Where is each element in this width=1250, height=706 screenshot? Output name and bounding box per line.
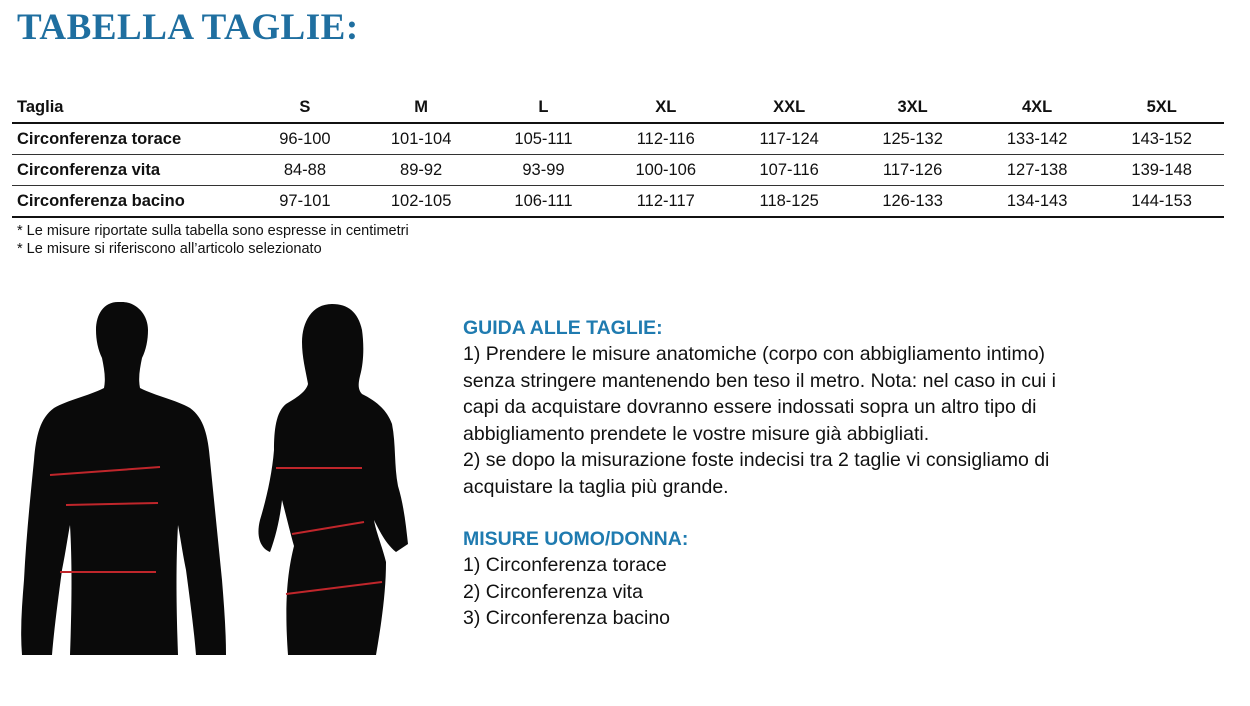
- measures-heading: MISURE UOMO/DONNA:: [463, 528, 689, 550]
- table-cell: 139-148: [1099, 155, 1224, 186]
- table-cell: 101-104: [359, 123, 484, 155]
- header-cell-3xl: 3XL: [850, 92, 975, 123]
- page-title: TABELLA TAGLIE:: [17, 7, 359, 48]
- guide-heading: GUIDA ALLE TAGLIE:: [463, 317, 663, 339]
- table-notes: [17, 222, 409, 258]
- table-cell: 112-116: [603, 123, 728, 155]
- size-table: [12, 92, 1224, 218]
- table-cell: 102-105: [359, 186, 484, 218]
- table-cell: 144-153: [1099, 186, 1224, 218]
- header-cell-m: M: [359, 92, 484, 123]
- measure-item-torace: 1) Circonferenza torace: [463, 554, 667, 576]
- size-table-header-row: [12, 92, 1224, 123]
- table-cell: 125-132: [850, 123, 975, 155]
- table-row-bacino: [12, 186, 1224, 218]
- guide-line: senza stringere mantenendo ben teso il metro. Nota: nel caso in cui i: [463, 369, 1056, 392]
- table-cell: 84-88: [251, 155, 359, 186]
- table-cell: 126-133: [850, 186, 975, 218]
- guide-line: 2) se dopo la misurazione foste indecisi tra 2 taglie vi consigliamo di: [463, 449, 1050, 471]
- table-cell: 134-143: [975, 186, 1100, 218]
- header-cell-5xl: 5XL: [1099, 92, 1224, 123]
- header-cell-s: S: [251, 92, 359, 123]
- table-cell: 117-126: [850, 155, 975, 186]
- table-cell: 143-152: [1099, 123, 1224, 155]
- guide-line: capi da acquistare dovranno essere indossati sopra un altro tipo di: [463, 396, 1037, 418]
- note-units: * Le misure riportate sulla tabella sono espresse in centimetri: [17, 223, 409, 239]
- table-cell: 133-142: [975, 123, 1100, 155]
- table-cell: 100-106: [603, 155, 728, 186]
- table-cell: 106-111: [483, 186, 603, 218]
- row-label: Circonferenza bacino: [12, 186, 251, 218]
- male-silhouette: [18, 300, 228, 655]
- table-cell: 96-100: [251, 123, 359, 155]
- table-cell: 118-125: [728, 186, 850, 218]
- guide-line: 1) Prendere le misure anatomiche (corpo con abbigliamento intimo): [463, 343, 1046, 365]
- guide-line: abbigliamento prendete le vostre misure già abbigliati.: [463, 422, 930, 445]
- table-cell: 107-116: [728, 155, 850, 186]
- header-cell-xxl: XXL: [728, 92, 850, 123]
- female-silhouette: [236, 300, 436, 655]
- size-guide: [463, 315, 1223, 632]
- table-cell: 89-92: [359, 155, 484, 186]
- table-cell: 93-99: [483, 155, 603, 186]
- table-row-vita: [12, 155, 1224, 186]
- note-article: * Le misure si riferiscono all’articolo selezionato: [17, 241, 322, 257]
- header-cell-taglia: Taglia: [12, 92, 251, 123]
- table-cell: 127-138: [975, 155, 1100, 186]
- table-cell: 97-101: [251, 186, 359, 218]
- spacer: [463, 500, 1223, 526]
- table-cell: 105-111: [483, 123, 603, 155]
- table-cell: 117-124: [728, 123, 850, 155]
- table-cell: 112-117: [603, 186, 728, 218]
- header-cell-xl: XL: [603, 92, 728, 123]
- header-cell-l: L: [483, 92, 603, 123]
- table-row-torace: [12, 123, 1224, 155]
- guide-line: acquistare la taglia più grande.: [463, 475, 729, 498]
- row-label: Circonferenza torace: [12, 123, 251, 155]
- row-label: Circonferenza vita: [12, 155, 251, 186]
- measure-item-bacino: 3) Circonferenza bacino: [463, 607, 671, 629]
- header-cell-4xl: 4XL: [975, 92, 1100, 123]
- measure-item-vita: 2) Circonferenza vita: [463, 580, 643, 603]
